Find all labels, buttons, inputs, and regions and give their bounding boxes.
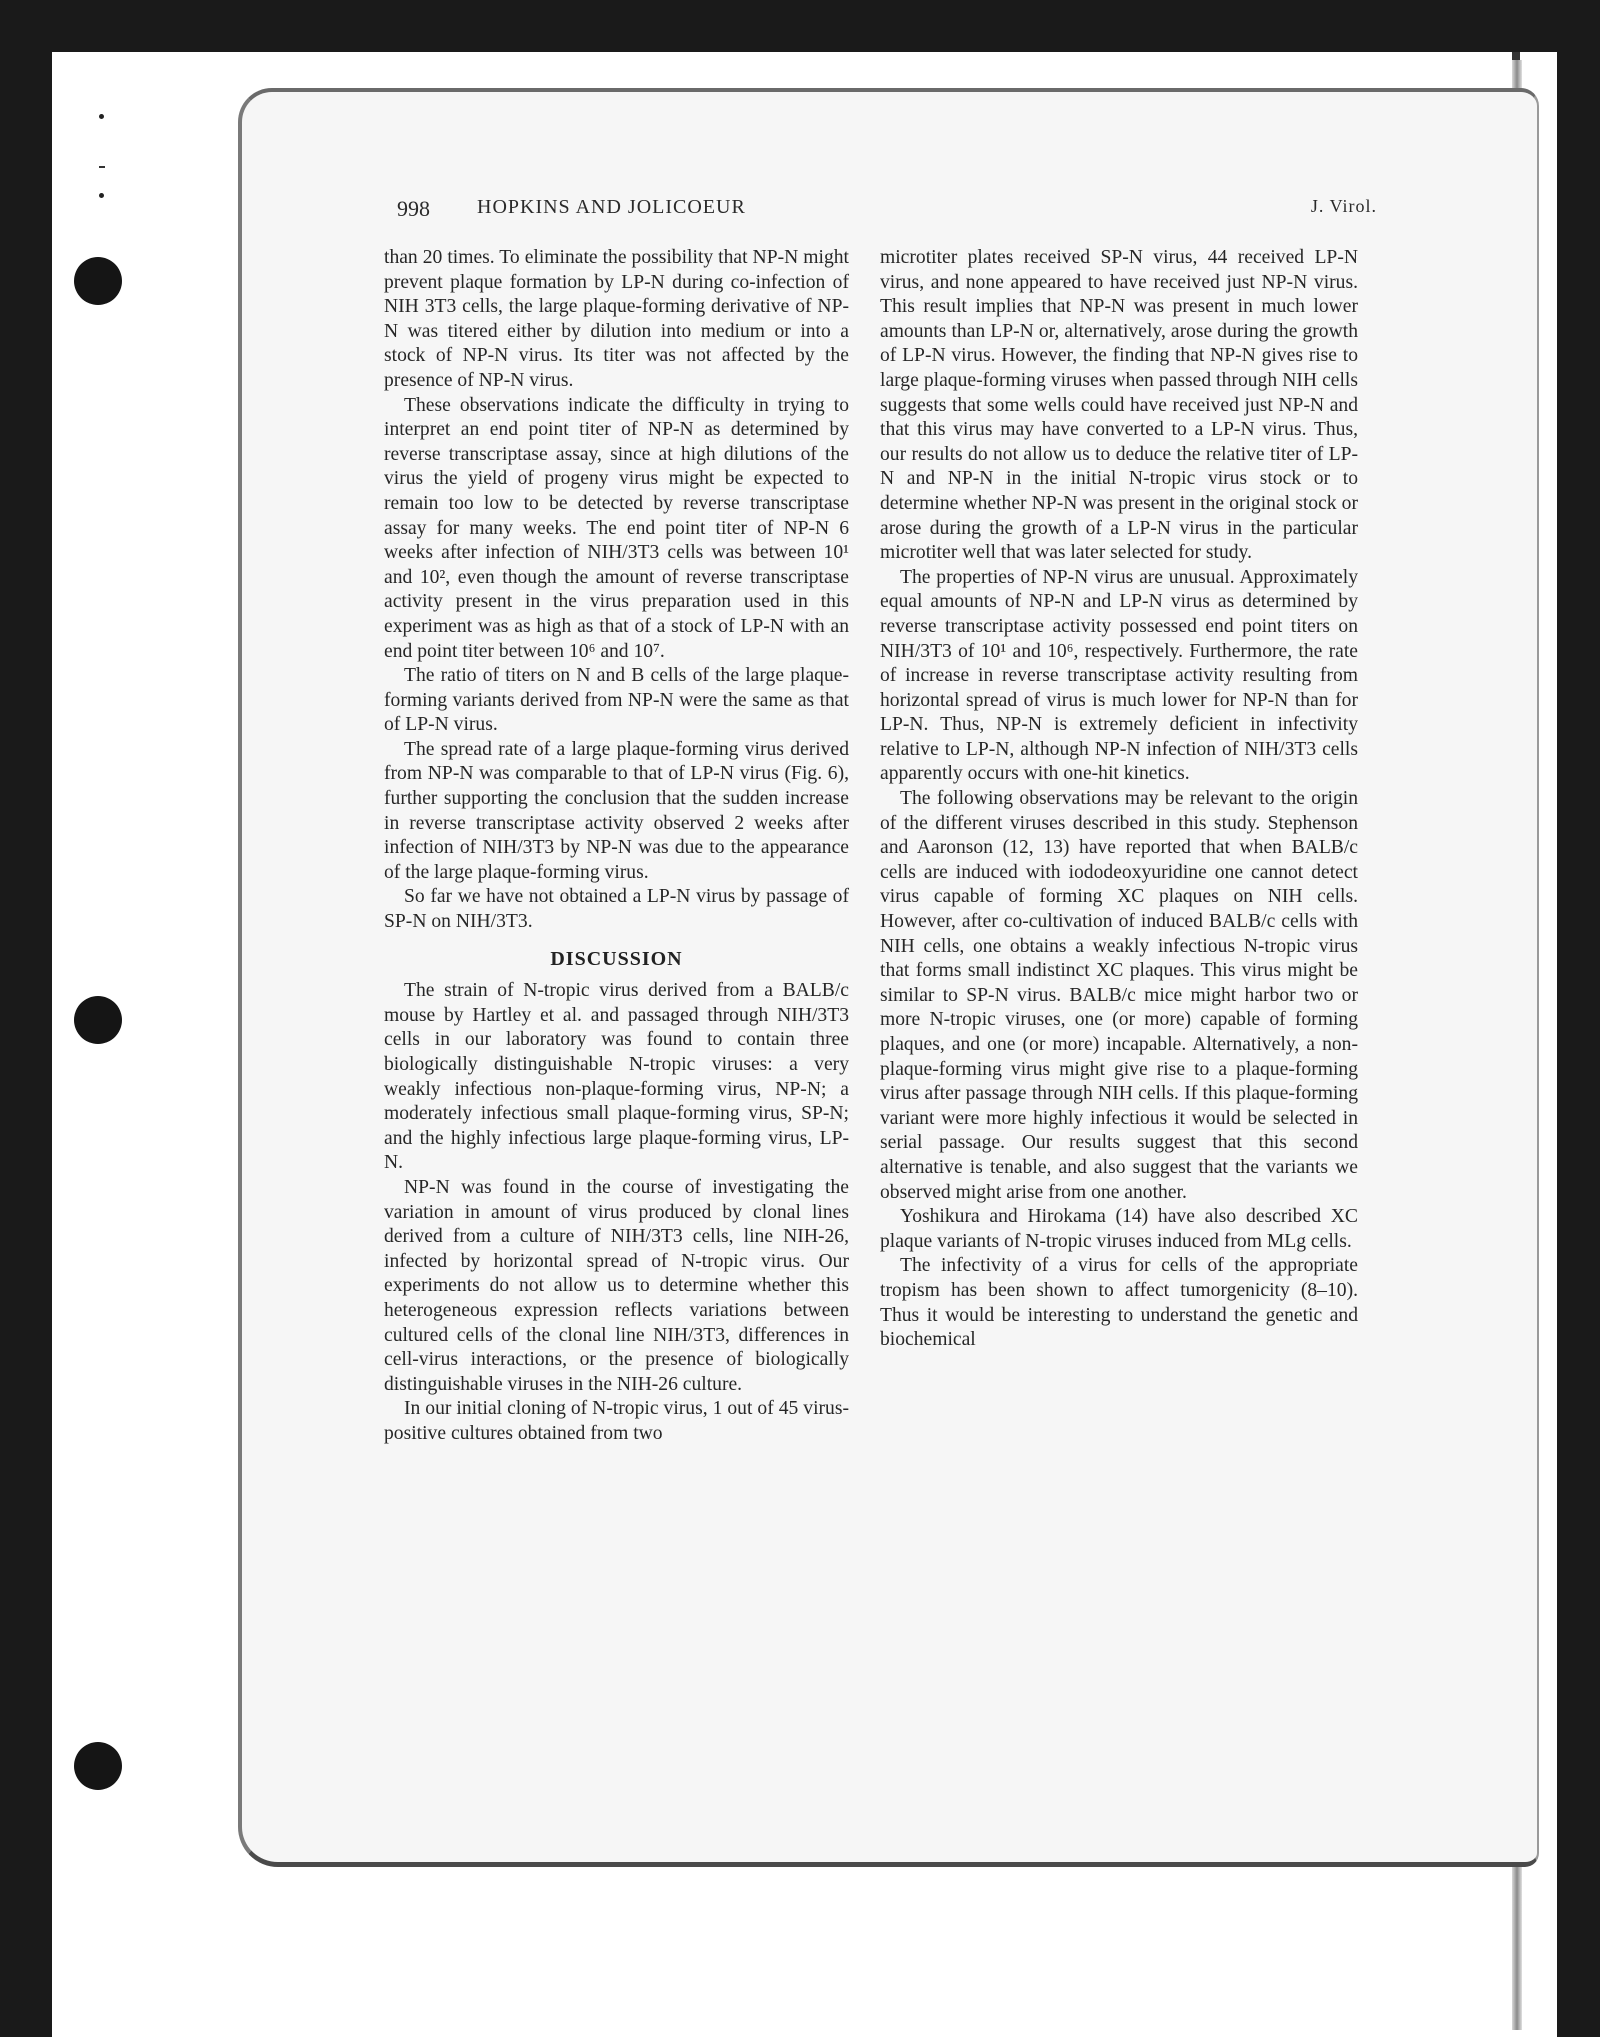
- paragraph: NP-N was found in the course of investigating the variation in amount of virus produced by clonal lines derived from a culture of NIH/3T3 cells, line NIH-26, infected by horizontal spread of N-tropic virus. Our experiments do not allow us to determine whether this heterogeneous expression reflects variations between cultured cells of the clonal line NIH/3T3, differences in cell-virus interactions, or the presence of biologically distinguishable viruses in the NIH-26 culture.: [384, 1176, 849, 1395]
- paragraph: The spread rate of a large plaque-forming virus derived from NP-N was comparable to that of LP-N virus (Fig. 6), further supporting the conclusion that the sudden increase in reverse transcriptase activity observed 2 weeks after infection of NIH/3T3 by NP-N was due to the appearance of the large plaque-forming virus.: [384, 738, 849, 883]
- paragraph: Yoshikura and Hirokama (14) have also described XC plaque variants of N-tropic viruses induced from MLg cells.: [880, 1206, 1358, 1252]
- punch-hole: [74, 1742, 122, 1790]
- paragraph: than 20 times. To eliminate the possibility that NP-N might prevent plaque formation by LP-N during co-infection of NIH 3T3 cells, the large plaque-forming derivative of NP-N was titered either by dilution into medium or into a stock of NP-N virus. Its titer was not affected by the presence of NP-N virus.: [384, 247, 849, 391]
- punch-hole: [74, 257, 122, 305]
- running-header: [397, 196, 1377, 226]
- paragraph: The ratio of titers on N and B cells of the large plaque-forming variants derived from NP-N were the same as that of LP-N virus.: [384, 665, 849, 736]
- running-authors: HOPKINS AND JOLICOEUR: [477, 196, 746, 218]
- paragraph: The infectivity of a virus for cells of the appropriate tropism has been shown to affect tumorgenicity (8–10). Thus it would be interesting to understand the genetic and biochemical: [880, 1255, 1358, 1351]
- speck-mark: [99, 166, 105, 168]
- page-number: 998: [397, 196, 430, 221]
- paragraph: The properties of NP-N virus are unusual. Approximately equal amounts of NP-N and LP-N virus as determined by reverse transcriptase activity possessed end point titers on NIH/3T3 of 10¹ and 10⁶, respectively. Furthermore, the rate of increase in reverse transcriptase activity resulting from horizontal spread of virus is much lower for NP-N than for LP-N. Thus, NP-N is extremely deficient in infectivity relative to LP-N, although NP-N infection of NIH/3T3 cells apparently occurs with one-hit kinetics.: [880, 566, 1358, 785]
- paragraph: microtiter plates received SP-N virus, 44 received LP-N virus, and none appeared to have received just NP-N virus. This result implies that NP-N was present in much lower amounts than LP-N or, alternatively, arose during the growth of LP-N virus. However, the finding that NP-N gives rise to large plaque-forming viruses when passed through NIH cells suggests that some wells could have received just NP-N and that this virus may have converted to a LP-N virus. Thus, our results do not allow us to deduce the relative titer of LP-N and NP-N in the initial N-tropic virus stock or to determine whether NP-N was present in the original stock or arose during the growth of a LP-N virus in the particular microtiter well that was later selected for study.: [880, 247, 1358, 564]
- left-column: [384, 246, 849, 1447]
- paragraph: In our initial cloning of N-tropic virus, 1 out of 45 virus-positive cultures obtained from two: [384, 1398, 849, 1444]
- journal-name: J. Virol.: [1310, 196, 1377, 216]
- paragraph: The strain of N-tropic virus derived from a BALB/c mouse by Hartley et al. and passaged through NIH/3T3 cells in our laboratory was found to contain three biologically distinguishable N-tropic viruses: a very weakly infectious non-plaque-forming virus, NP-N; a moderately infectious small plaque-forming virus, SP-N; and the highly infectious large plaque-forming virus, LP-N.: [384, 980, 849, 1174]
- speck-mark: [99, 114, 104, 119]
- section-heading: DISCUSSION: [550, 947, 683, 970]
- paragraph: These observations indicate the difficulty in trying to interpret an end point titer of NP-N as determined by reverse transcriptase assay, since at high dilutions of the virus the yield of progeny virus might be expected to remain too low to be detected by reverse transcriptase assay for many weeks. The end point titer of NP-N 6 weeks after infection of NIH/3T3 cells was between 10¹ and 10², even though the amount of reverse transcriptase activity present in the virus preparation used in this experiment was as high as that of a stock of LP-N with an end point titer between 10⁶ and 10⁷.: [384, 394, 849, 662]
- paragraph: The following observations may be relevant to the origin of the different viruses described in this study. Stephenson and Aaronson (12, 13) have reported that when BALB/c cells are induced with iododeoxyuridine one cannot detect virus capable of forming XC plaques on NIH cells. However, after co-cultivation of induced BALB/c cells with NIH cells, one obtains a weakly infectious N-tropic virus that forms small indistinct XC plaques. This virus might be similar to SP-N virus. BALB/c mice might harbor two or more N-tropic viruses, one (or more) capable of forming plaques, and one (or more) incapable. Alternatively, a non-plaque-forming virus might give rise to a plaque-forming virus after passage through NIH cells. If this plaque-forming variant were more highly infectious it would be selected in serial passage. Our results suggest that this second alternative is tenable, and also suggest that the variants we observed might arise from one another.: [880, 788, 1358, 1203]
- punch-hole: [74, 996, 122, 1044]
- right-column: [880, 246, 1358, 1353]
- paragraph: So far we have not obtained a LP-N virus by passage of SP-N on NIH/3T3.: [384, 886, 849, 933]
- speck-mark: [99, 193, 104, 198]
